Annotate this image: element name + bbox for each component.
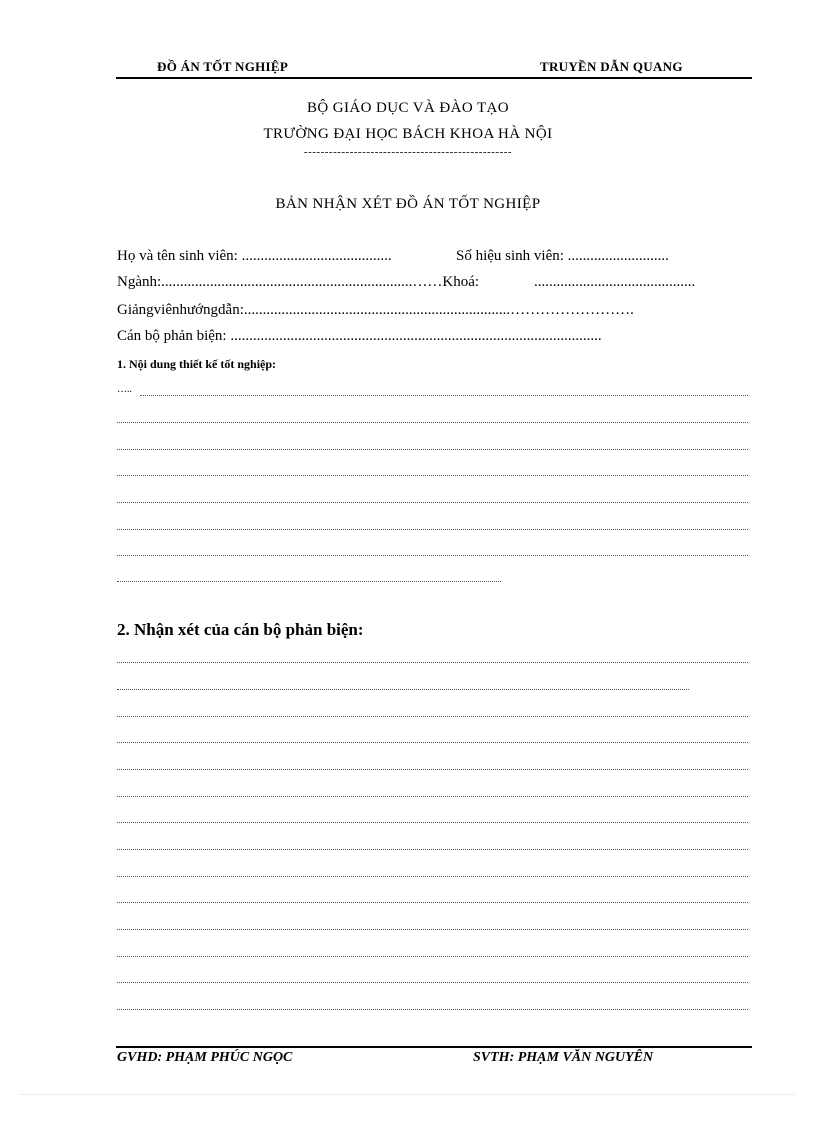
institution-separator: --------------------------------------------------	[303, 146, 513, 158]
section1-line	[117, 581, 501, 582]
section2-title: 2. Nhận xét của cán bộ phản biện:	[117, 620, 364, 639]
footer-advisor: GVHD: PHẠM PHÚC NGỌC	[117, 1050, 293, 1065]
section1-line	[140, 395, 748, 396]
header-left: ĐỒ ÁN TỐT NGHIỆP	[157, 59, 289, 74]
section1-line	[117, 422, 748, 423]
section1-title: 1. Nội dung thiết kế tốt nghiệp:	[117, 357, 277, 371]
footer-student: SVTH: PHẠM VĂN NGUYÊN	[473, 1050, 654, 1065]
section2-line	[117, 849, 748, 850]
header-right: TRUYỀN DẪN QUANG	[540, 59, 683, 74]
section2-line	[117, 822, 748, 823]
student-name-field: Họ và tên sinh viên: ........................................	[117, 248, 392, 264]
section2-line	[117, 956, 748, 957]
major-field: Ngành:...................................................................……Khoá:	[117, 274, 480, 290]
section2-line	[117, 929, 748, 930]
section2-line	[117, 742, 748, 743]
section2-line	[117, 902, 748, 903]
section1-line	[117, 449, 748, 450]
page-bottom-border	[20, 1094, 796, 1095]
section2-line	[117, 769, 748, 770]
header-rule	[116, 77, 752, 79]
student-id-field: Số hiệu sinh viên: ...........................	[456, 248, 669, 264]
reviewer-field: Cán bộ phản biện: ...................................................................................................	[117, 328, 602, 344]
section2-line	[117, 982, 748, 983]
course-blank: ...........................................	[534, 274, 696, 290]
section1-line	[117, 529, 748, 530]
section1-line-prefix: …..	[117, 384, 132, 395]
advisor-field: Giảngviênhướngdẫn:.......................................................................…………………….	[117, 302, 634, 318]
form-title: BẢN NHẬN XÉT ĐỒ ÁN TỐT NGHIỆP	[275, 196, 541, 212]
university-name: TRƯỜNG ĐẠI HỌC BÁCH KHOA HÀ NỘI	[263, 126, 553, 142]
section1-line	[117, 475, 748, 476]
section2-line	[117, 662, 748, 663]
section2-line	[117, 1009, 748, 1010]
footer-rule	[116, 1046, 752, 1048]
section1-line	[117, 555, 748, 556]
section2-line	[117, 716, 748, 717]
section2-line	[117, 796, 748, 797]
section2-line	[117, 689, 689, 690]
section1-line	[117, 502, 748, 503]
section2-line	[117, 876, 748, 877]
ministry-name: BỘ GIÁO DỤC VÀ ĐÀO TẠO	[307, 100, 509, 116]
